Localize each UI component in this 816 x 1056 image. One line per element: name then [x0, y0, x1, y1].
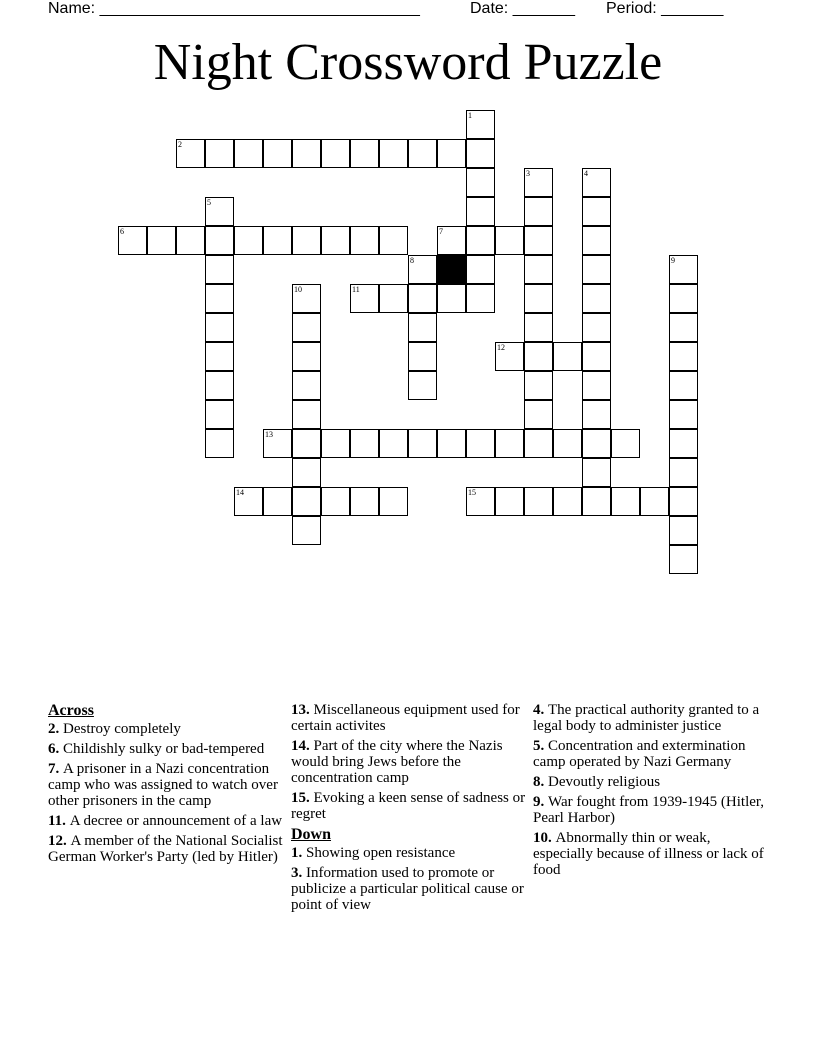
grid-cell[interactable] [495, 487, 524, 516]
grid-cell[interactable] [205, 226, 234, 255]
grid-cell[interactable] [321, 429, 350, 458]
grid-cell[interactable] [669, 342, 698, 371]
grid-cell[interactable] [553, 487, 582, 516]
clue-number: 15. [291, 790, 314, 806]
grid-cell[interactable] [524, 313, 553, 342]
clue-number: 12 [497, 343, 505, 352]
clue-text: Showing open resistance [306, 845, 456, 861]
grid-cell[interactable] [205, 313, 234, 342]
clue-text: Devoutly religious [548, 774, 661, 790]
grid-cell[interactable] [466, 284, 495, 313]
clue-text: War fought from 1939-1945 (Hitler, Pearl Harbor) [533, 794, 765, 826]
grid-cell[interactable] [582, 197, 611, 226]
grid-cell[interactable] [118, 226, 147, 255]
grid-cell[interactable] [669, 400, 698, 429]
grid-cell[interactable] [321, 226, 350, 255]
grid-cell[interactable] [292, 458, 321, 487]
grid-cell[interactable] [669, 313, 698, 342]
grid-cell[interactable] [408, 255, 437, 284]
grid-cell[interactable] [263, 226, 292, 255]
grid-cell[interactable] [176, 226, 205, 255]
clue-text: Evoking a keen sense of sadness or regret [291, 790, 526, 822]
clue-item [291, 845, 526, 861]
clue-number: 7. [48, 761, 63, 777]
clues-column-3 [533, 702, 768, 882]
clue-item [533, 738, 768, 770]
grid-cell[interactable] [582, 458, 611, 487]
grid-cell[interactable] [234, 139, 263, 168]
grid-cell[interactable] [408, 284, 437, 313]
grid-cell[interactable] [176, 139, 205, 168]
grid-cell[interactable] [205, 371, 234, 400]
grid-cell[interactable] [466, 255, 495, 284]
clue-item [533, 702, 768, 734]
grid-cell[interactable] [669, 458, 698, 487]
grid-cell[interactable] [553, 342, 582, 371]
grid-cell[interactable] [582, 168, 611, 197]
grid-cell[interactable] [292, 516, 321, 545]
clue-item [48, 833, 283, 865]
grid-cell[interactable] [669, 284, 698, 313]
grid-cell[interactable] [292, 371, 321, 400]
clue-item [48, 741, 283, 757]
clue-number: 5. [533, 738, 548, 754]
grid-cell[interactable] [379, 226, 408, 255]
grid-cell[interactable] [379, 429, 408, 458]
grid-cell[interactable] [234, 226, 263, 255]
grid-cell[interactable] [408, 139, 437, 168]
grid-cell[interactable] [437, 429, 466, 458]
clue-text: Abnormally thin or weak, especially because of illness or lack of food [533, 830, 764, 878]
grid-cell[interactable] [582, 342, 611, 371]
clue-number: 13. [291, 702, 314, 718]
clue-text: Information used to promote or publicize a particular political cause or point of view [291, 865, 524, 913]
grid-cell[interactable] [205, 197, 234, 226]
grid-cell[interactable] [524, 197, 553, 226]
grid-cell[interactable] [437, 139, 466, 168]
grid-cell[interactable] [350, 226, 379, 255]
grid-cell[interactable] [205, 139, 234, 168]
name-label[interactable]: Name: ____________________________________ [48, 0, 420, 17]
grid-cell[interactable] [524, 342, 553, 371]
clue-number: 11 [352, 285, 360, 294]
clue-text: A decree or announcement of a law [69, 813, 283, 829]
grid-cell[interactable] [669, 371, 698, 400]
clue-number: 8 [410, 256, 414, 265]
clue-item [533, 830, 768, 878]
clue-text: Part of the city where the Nazis would bring Jews before the concentration camp [291, 738, 503, 786]
across-clue-list [48, 721, 283, 865]
grid-cell[interactable] [437, 284, 466, 313]
grid-cell[interactable] [524, 226, 553, 255]
grid-cell[interactable] [524, 429, 553, 458]
grid-cell[interactable] [524, 400, 553, 429]
grid-cell[interactable] [205, 255, 234, 284]
grid-cell[interactable] [495, 342, 524, 371]
grid-cell[interactable] [611, 429, 640, 458]
grid-cell[interactable] [408, 313, 437, 342]
clue-number: 2 [178, 140, 182, 149]
clue-number: 4 [584, 169, 588, 178]
clue-item [533, 794, 768, 826]
clue-number: 2. [48, 721, 63, 737]
across-heading: Across [48, 702, 94, 719]
clue-number: 4. [533, 702, 548, 718]
grid-cell[interactable] [205, 342, 234, 371]
grid-cell[interactable] [466, 429, 495, 458]
grid-cell[interactable] [292, 400, 321, 429]
clue-number: 8. [533, 774, 548, 790]
grid-cell[interactable] [379, 139, 408, 168]
clue-item [291, 702, 526, 734]
grid-cell[interactable] [350, 487, 379, 516]
grid-cell[interactable] [292, 284, 321, 313]
grid-cell[interactable] [495, 226, 524, 255]
grid-cell[interactable] [379, 487, 408, 516]
grid-cell[interactable] [466, 168, 495, 197]
grid-cell[interactable] [292, 226, 321, 255]
clue-number: 3 [526, 169, 530, 178]
clue-number: 10 [294, 285, 302, 294]
grid-cell[interactable] [553, 429, 582, 458]
grid-cell[interactable] [466, 226, 495, 255]
date-label[interactable]: Date: _______ [470, 0, 575, 17]
clue-number: 14. [291, 738, 314, 754]
clues-column-2 [291, 702, 526, 917]
grid-cell[interactable] [524, 487, 553, 516]
down-heading: Down [291, 826, 332, 843]
grid-cell[interactable] [350, 429, 379, 458]
grid-cell[interactable] [611, 487, 640, 516]
grid-cell[interactable] [495, 429, 524, 458]
grid-cell[interactable] [524, 168, 553, 197]
grid-cell[interactable] [582, 255, 611, 284]
grid-cell[interactable] [408, 429, 437, 458]
clue-number: 13 [265, 430, 273, 439]
clue-text: Concentration and extermination camp operated by Nazi Germany [533, 738, 746, 770]
clue-number: 6. [48, 741, 63, 757]
across-clue-list-continued [291, 702, 526, 822]
grid-cell[interactable] [147, 226, 176, 255]
grid-cell[interactable] [292, 313, 321, 342]
clues-column-1 [48, 702, 283, 869]
grid-cell[interactable] [669, 487, 698, 516]
grid-cell[interactable] [669, 255, 698, 284]
grid-cell[interactable] [350, 139, 379, 168]
clue-number: 11. [48, 813, 70, 829]
grid-cell[interactable] [669, 429, 698, 458]
grid-cell[interactable] [263, 487, 292, 516]
clue-item [291, 738, 526, 786]
clue-text: A prisoner in a Nazi concentration camp who was assigned to watch over other prisoners in the camp [48, 761, 278, 809]
clue-item [291, 790, 526, 822]
down-clue-list-continued [533, 702, 768, 878]
clue-number: 14 [236, 488, 244, 497]
grid-cell[interactable] [205, 284, 234, 313]
clue-item [48, 761, 283, 809]
grid-cell[interactable] [524, 371, 553, 400]
clue-number: 9 [671, 256, 675, 265]
grid-cell[interactable] [640, 487, 669, 516]
grid-cell[interactable] [408, 342, 437, 371]
clue-number: 10. [533, 830, 556, 846]
grid-cell[interactable] [292, 487, 321, 516]
clue-text: Childishly sulky or bad-tempered [63, 741, 265, 757]
grid-cell[interactable] [466, 487, 495, 516]
clue-number: 12. [48, 833, 71, 849]
clue-number: 9. [533, 794, 548, 810]
grid-cell[interactable] [582, 226, 611, 255]
grid-cell[interactable] [582, 400, 611, 429]
clue-text: Destroy completely [63, 721, 181, 737]
grid-cell[interactable] [582, 371, 611, 400]
grid-cell[interactable] [582, 313, 611, 342]
grid-cell[interactable] [669, 545, 698, 574]
clue-number: 6 [120, 227, 124, 236]
clue-number: 5 [207, 198, 211, 207]
clue-number: 1. [291, 845, 306, 861]
grid-cell[interactable] [466, 139, 495, 168]
grid-cell[interactable] [292, 139, 321, 168]
grid-cell[interactable] [205, 429, 234, 458]
clue-text: Miscellaneous equipment used for certain activites [291, 702, 520, 734]
grid-cell[interactable] [466, 197, 495, 226]
clue-number: 3. [291, 865, 306, 881]
grid-cell[interactable] [582, 487, 611, 516]
grid-cell[interactable] [582, 429, 611, 458]
grid-cell[interactable] [379, 284, 408, 313]
period-label[interactable]: Period: _______ [606, 0, 724, 17]
clue-item [48, 721, 283, 737]
grid-cell[interactable] [437, 226, 466, 255]
page-title: Night Crossword Puzzle [153, 34, 663, 91]
clue-number: 7 [439, 227, 443, 236]
grid-cell[interactable] [234, 487, 263, 516]
grid-cell[interactable] [263, 139, 292, 168]
grid-cell[interactable] [669, 516, 698, 545]
grid-cell[interactable] [321, 139, 350, 168]
grid-cell[interactable] [321, 487, 350, 516]
grid-cell[interactable] [524, 255, 553, 284]
clue-number: 1 [468, 111, 472, 120]
grid-cell[interactable] [292, 429, 321, 458]
clue-text: A member of the National Socialist German Worker's Party (led by Hitler) [48, 833, 283, 865]
grid-cell[interactable] [582, 284, 611, 313]
grid-cell[interactable] [524, 284, 553, 313]
clue-item [533, 774, 768, 790]
grid-cell[interactable] [292, 342, 321, 371]
clue-item [291, 865, 526, 913]
grid-cell[interactable] [350, 284, 379, 313]
grid-cell[interactable] [466, 110, 495, 139]
clue-text: The practical authority granted to a legal body to administer justice [533, 702, 760, 734]
grid-cell[interactable] [408, 371, 437, 400]
grid-cell[interactable] [205, 400, 234, 429]
grid-black-cell [437, 255, 466, 284]
grid-cell[interactable] [263, 429, 292, 458]
down-clue-list [291, 845, 526, 913]
clue-item [48, 813, 283, 829]
clue-number: 15 [468, 488, 476, 497]
